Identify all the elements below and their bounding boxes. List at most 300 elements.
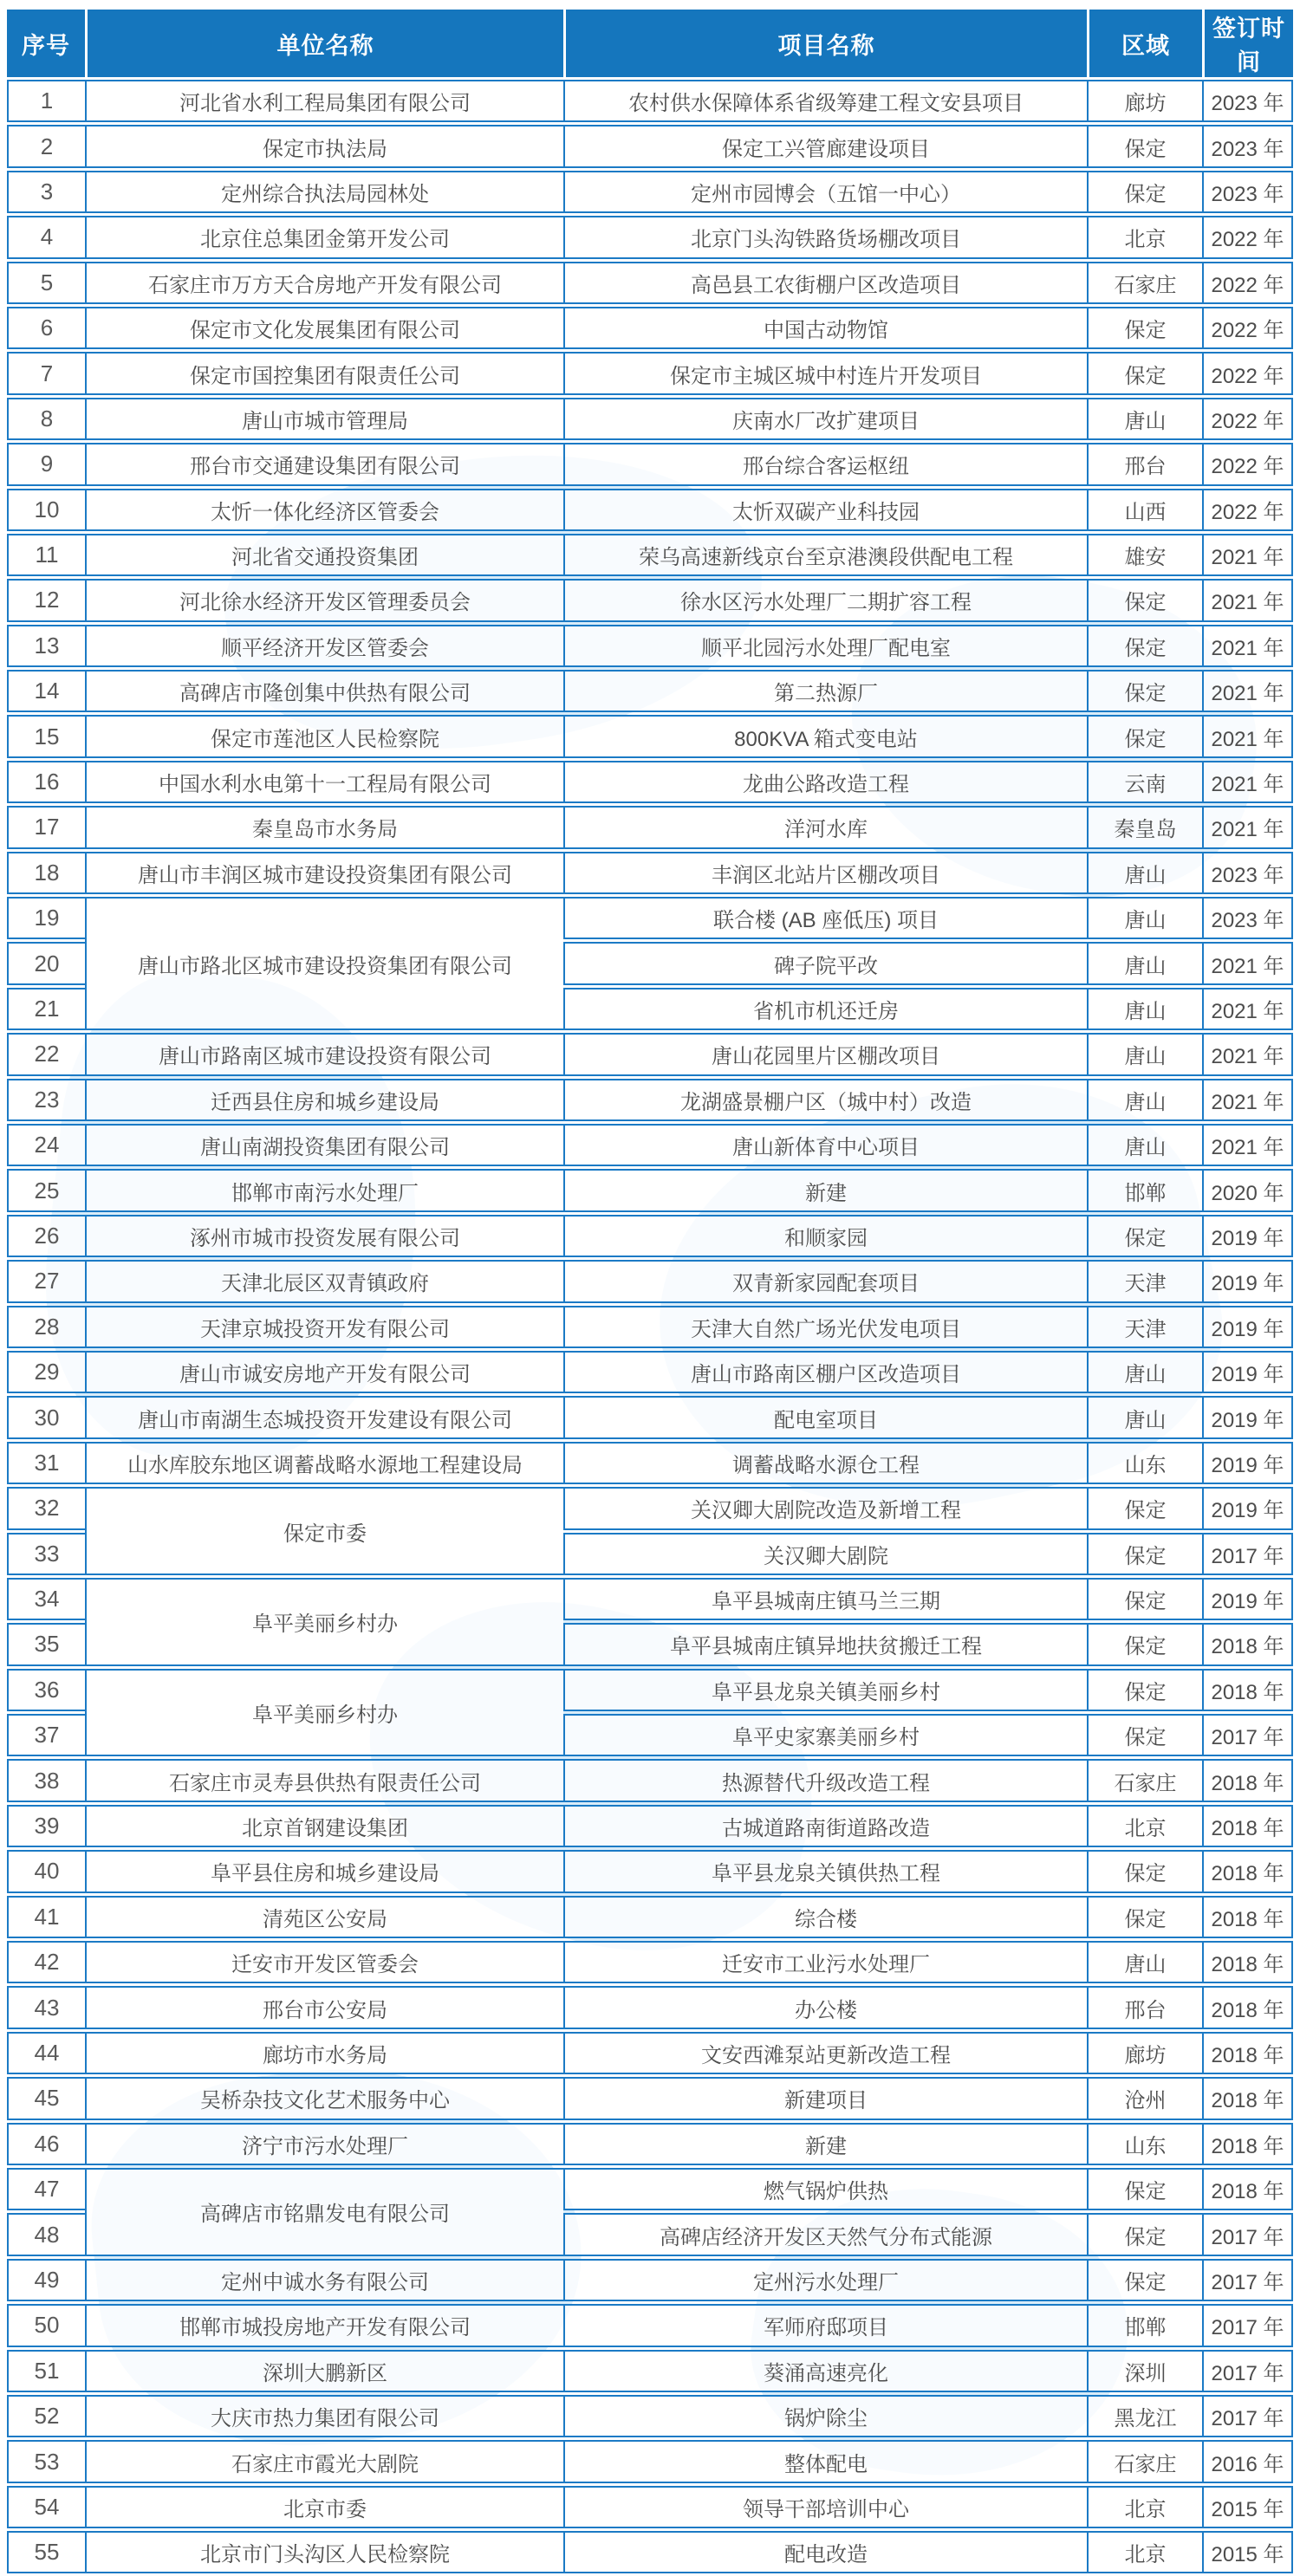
cell-year: 2023 年 bbox=[1202, 897, 1293, 939]
cell-year: 2016 年 bbox=[1202, 2440, 1293, 2482]
cell-year: 2023 年 bbox=[1202, 852, 1293, 894]
cell-unit: 邯郸市南污水处理厂 bbox=[85, 1169, 563, 1211]
cell-year: 2021 年 bbox=[1202, 761, 1293, 803]
cell-serial: 45 bbox=[7, 2077, 85, 2119]
cell-region: 天津 bbox=[1087, 1306, 1202, 1348]
cell-year: 2019 年 bbox=[1202, 1487, 1293, 1529]
cell-unit: 深圳大鹏新区 bbox=[85, 2350, 563, 2392]
cell-unit: 唐山市城市管理局 bbox=[85, 398, 563, 440]
cell-project: 定州市园博会（五馆一中心） bbox=[563, 171, 1087, 213]
cell-year: 2015 年 bbox=[1202, 2486, 1293, 2528]
cell-project: 文安西滩泵站更新改造工程 bbox=[563, 2032, 1087, 2074]
cell-project: 整体配电 bbox=[563, 2440, 1087, 2482]
table-row bbox=[7, 1669, 1293, 1711]
cell-serial: 52 bbox=[7, 2395, 85, 2437]
table-row bbox=[7, 1215, 1293, 1257]
cell-serial: 23 bbox=[7, 1079, 85, 1121]
cell-year: 2018 年 bbox=[1202, 2077, 1293, 2119]
cell-project: 碑子院平改 bbox=[563, 942, 1087, 984]
cell-project: 丰润区北站片区棚改项目 bbox=[563, 852, 1087, 894]
cell-year: 2017 年 bbox=[1202, 1533, 1293, 1575]
cell-year: 2021 年 bbox=[1202, 1079, 1293, 1121]
cell-serial: 46 bbox=[7, 2123, 85, 2165]
cell-year: 2021 年 bbox=[1202, 988, 1293, 1030]
cell-region: 保定 bbox=[1087, 352, 1202, 394]
cell-unit: 北京首钢建设集团 bbox=[85, 1805, 563, 1847]
cell-project: 配电改造 bbox=[563, 2531, 1087, 2573]
cell-project: 天津大自然广场光伏发电项目 bbox=[563, 1306, 1087, 1348]
cell-unit: 阜平美丽乡村办 bbox=[85, 1669, 563, 1757]
cell-unit: 河北省交通投资集团 bbox=[85, 534, 563, 576]
cell-unit: 山水库胶东地区调蓄战略水源地工程建设局 bbox=[85, 1442, 563, 1484]
cell-year: 2021 年 bbox=[1202, 715, 1293, 757]
cell-unit: 北京市门头沟区人民检察院 bbox=[85, 2531, 563, 2573]
cell-unit: 高碑店市隆创集中供热有限公司 bbox=[85, 670, 563, 712]
table-row bbox=[7, 534, 1293, 576]
cell-serial: 5 bbox=[7, 262, 85, 304]
cell-project: 高碑店经济开发区天然气分布式能源 bbox=[563, 2213, 1087, 2255]
cell-project: 北京门头沟铁路货场棚改项目 bbox=[563, 216, 1087, 258]
cell-serial: 12 bbox=[7, 579, 85, 621]
cell-unit: 唐山市路北区城市建设投资集团有限公司 bbox=[85, 897, 563, 1030]
cell-region: 邯郸 bbox=[1087, 2304, 1202, 2346]
cell-project: 庆南水厂改扩建项目 bbox=[563, 398, 1087, 440]
cell-serial: 22 bbox=[7, 1033, 85, 1075]
cell-project: 阜平县龙泉关镇供热工程 bbox=[563, 1850, 1087, 1892]
table-row bbox=[7, 670, 1293, 712]
cell-year: 2017 年 bbox=[1202, 2259, 1293, 2301]
cell-region: 天津 bbox=[1087, 1260, 1202, 1302]
cell-unit: 保定市委 bbox=[85, 1487, 563, 1575]
cell-serial: 15 bbox=[7, 715, 85, 757]
cell-unit: 邯郸市城投房地产开发有限公司 bbox=[85, 2304, 563, 2346]
table-row bbox=[7, 625, 1293, 667]
cell-project: 阜平县城南庄镇异地扶贫搬迁工程 bbox=[563, 1623, 1087, 1665]
cell-serial: 9 bbox=[7, 443, 85, 485]
cell-unit: 阜平县住房和城乡建设局 bbox=[85, 1850, 563, 1892]
cell-year: 2019 年 bbox=[1202, 1351, 1293, 1393]
table-row bbox=[7, 1033, 1293, 1075]
cell-project: 保定工兴管廊建设项目 bbox=[563, 125, 1087, 167]
table-row bbox=[7, 2531, 1293, 2573]
cell-project: 葵涌高速亮化 bbox=[563, 2350, 1087, 2392]
cell-project: 太忻双碳产业科技园 bbox=[563, 489, 1087, 531]
cell-unit: 邢台市公安局 bbox=[85, 1986, 563, 2028]
table-row bbox=[7, 307, 1293, 349]
cell-serial: 49 bbox=[7, 2259, 85, 2301]
table-row bbox=[7, 1487, 1293, 1529]
cell-serial: 16 bbox=[7, 761, 85, 803]
cell-project: 保定市主城区城中村连片开发项目 bbox=[563, 352, 1087, 394]
table-row bbox=[7, 1351, 1293, 1393]
cell-region: 保定 bbox=[1087, 1578, 1202, 1620]
cell-year: 2023 年 bbox=[1202, 171, 1293, 213]
cell-project: 热源替代升级改造工程 bbox=[563, 1759, 1087, 1801]
cell-project: 阜平史家寨美丽乡村 bbox=[563, 1714, 1087, 1756]
cell-project: 双青新家园配套项目 bbox=[563, 1260, 1087, 1302]
cell-year: 2022 年 bbox=[1202, 398, 1293, 440]
table-row bbox=[7, 2077, 1293, 2119]
cell-region: 邢台 bbox=[1087, 443, 1202, 485]
page bbox=[0, 7, 1300, 2569]
cell-serial: 27 bbox=[7, 1260, 85, 1302]
cell-region: 唐山 bbox=[1087, 1033, 1202, 1075]
table-header bbox=[7, 10, 1293, 77]
cell-unit: 高碑店市铭鼎发电有限公司 bbox=[85, 2168, 563, 2256]
cell-project: 关汉卿大剧院改造及新增工程 bbox=[563, 1487, 1087, 1529]
cell-project: 燃气锅炉供热 bbox=[563, 2168, 1087, 2210]
cell-serial: 41 bbox=[7, 1896, 85, 1938]
cell-unit: 北京市委 bbox=[85, 2486, 563, 2528]
table-row bbox=[7, 715, 1293, 757]
cell-serial: 36 bbox=[7, 1669, 85, 1711]
cell-unit: 邢台市交通建设集团有限公司 bbox=[85, 443, 563, 485]
table-row bbox=[7, 1578, 1293, 1620]
table-row bbox=[7, 171, 1293, 213]
cell-project: 顺平北园污水处理厂配电室 bbox=[563, 625, 1087, 667]
cell-region: 唐山 bbox=[1087, 1396, 1202, 1438]
cell-unit: 阜平美丽乡村办 bbox=[85, 1578, 563, 1666]
cell-unit: 保定市执法局 bbox=[85, 125, 563, 167]
cell-serial: 39 bbox=[7, 1805, 85, 1847]
table-row bbox=[7, 2259, 1293, 2301]
cell-year: 2022 年 bbox=[1202, 307, 1293, 349]
cell-region: 唐山 bbox=[1087, 942, 1202, 984]
table-row bbox=[7, 80, 1293, 122]
cell-region: 保定 bbox=[1087, 715, 1202, 757]
table-row bbox=[7, 1260, 1293, 1302]
cell-unit: 石家庄市灵寿县供热有限责任公司 bbox=[85, 1759, 563, 1801]
cell-serial: 48 bbox=[7, 2213, 85, 2255]
cell-year: 2019 年 bbox=[1202, 1578, 1293, 1620]
cell-serial: 1 bbox=[7, 80, 85, 122]
cell-unit: 顺平经济开发区管委会 bbox=[85, 625, 563, 667]
table-row bbox=[7, 761, 1293, 803]
cell-region: 黑龙江 bbox=[1087, 2395, 1202, 2437]
cell-serial: 35 bbox=[7, 1623, 85, 1665]
cell-serial: 55 bbox=[7, 2531, 85, 2573]
table-row bbox=[7, 897, 1293, 939]
cell-unit: 唐山市诚安房地产开发有限公司 bbox=[85, 1351, 563, 1393]
cell-serial: 38 bbox=[7, 1759, 85, 1801]
cell-region: 山东 bbox=[1087, 1442, 1202, 1484]
cell-region: 沧州 bbox=[1087, 2077, 1202, 2119]
cell-year: 2018 年 bbox=[1202, 2123, 1293, 2165]
cell-unit: 北京住总集团金第开发公司 bbox=[85, 216, 563, 258]
cell-region: 保定 bbox=[1087, 670, 1202, 712]
cell-region: 保定 bbox=[1087, 1850, 1202, 1892]
table-row bbox=[7, 262, 1293, 304]
cell-serial: 26 bbox=[7, 1215, 85, 1257]
cell-year: 2021 年 bbox=[1202, 1124, 1293, 1166]
cell-project: 高邑县工农街棚户区改造项目 bbox=[563, 262, 1087, 304]
cell-region: 唐山 bbox=[1087, 1124, 1202, 1166]
col-header-serial: 序号 bbox=[7, 10, 85, 77]
cell-year: 2017 年 bbox=[1202, 2213, 1293, 2255]
header-row bbox=[7, 10, 1293, 77]
cell-serial: 21 bbox=[7, 988, 85, 1030]
cell-serial: 17 bbox=[7, 806, 85, 848]
cell-project: 军师府邸项目 bbox=[563, 2304, 1087, 2346]
cell-region: 石家庄 bbox=[1087, 2440, 1202, 2482]
cell-serial: 30 bbox=[7, 1396, 85, 1438]
cell-year: 2020 年 bbox=[1202, 1169, 1293, 1211]
cell-project: 800KVA 箱式变电站 bbox=[563, 715, 1087, 757]
table-row bbox=[7, 489, 1293, 531]
cell-serial: 47 bbox=[7, 2168, 85, 2210]
cell-project: 省机市机还迁房 bbox=[563, 988, 1087, 1030]
cell-project: 综合楼 bbox=[563, 1896, 1087, 1938]
cell-serial: 24 bbox=[7, 1124, 85, 1166]
cell-project: 领导干部培训中心 bbox=[563, 2486, 1087, 2528]
cell-region: 保定 bbox=[1087, 579, 1202, 621]
cell-unit: 吴桥杂技文化艺术服务中心 bbox=[85, 2077, 563, 2119]
cell-region: 石家庄 bbox=[1087, 1759, 1202, 1801]
cell-region: 唐山 bbox=[1087, 897, 1202, 939]
table-row bbox=[7, 1986, 1293, 2028]
cell-project: 定州污水处理厂 bbox=[563, 2259, 1087, 2301]
cell-serial: 50 bbox=[7, 2304, 85, 2346]
cell-unit: 廊坊市水务局 bbox=[85, 2032, 563, 2074]
cell-project: 龙曲公路改造工程 bbox=[563, 761, 1087, 803]
cell-serial: 29 bbox=[7, 1351, 85, 1393]
cell-serial: 4 bbox=[7, 216, 85, 258]
cell-year: 2018 年 bbox=[1202, 1623, 1293, 1665]
cell-unit: 河北省水利工程局集团有限公司 bbox=[85, 80, 563, 122]
cell-unit: 秦皇岛市水务局 bbox=[85, 806, 563, 848]
cell-serial: 13 bbox=[7, 625, 85, 667]
cell-region: 山东 bbox=[1087, 2123, 1202, 2165]
table-row bbox=[7, 2486, 1293, 2528]
col-header-region: 区域 bbox=[1087, 10, 1202, 77]
cell-serial: 6 bbox=[7, 307, 85, 349]
cell-region: 北京 bbox=[1087, 2531, 1202, 2573]
cell-region: 保定 bbox=[1087, 1533, 1202, 1575]
cell-year: 2022 年 bbox=[1202, 352, 1293, 394]
cell-serial: 44 bbox=[7, 2032, 85, 2074]
cell-year: 2023 年 bbox=[1202, 125, 1293, 167]
table-row bbox=[7, 2168, 1293, 2210]
table-body bbox=[7, 80, 1293, 2573]
cell-year: 2021 年 bbox=[1202, 534, 1293, 576]
cell-year: 2017 年 bbox=[1202, 2304, 1293, 2346]
cell-project: 唐山新体育中心项目 bbox=[563, 1124, 1087, 1166]
cell-year: 2021 年 bbox=[1202, 942, 1293, 984]
cell-year: 2021 年 bbox=[1202, 579, 1293, 621]
cell-year: 2022 年 bbox=[1202, 262, 1293, 304]
cell-year: 2019 年 bbox=[1202, 1396, 1293, 1438]
cell-project: 邢台综合客运枢纽 bbox=[563, 443, 1087, 485]
cell-unit: 济宁市污水处理厂 bbox=[85, 2123, 563, 2165]
cell-unit: 石家庄市万方天合房地产开发有限公司 bbox=[85, 262, 563, 304]
cell-serial: 31 bbox=[7, 1442, 85, 1484]
cell-project: 新建项目 bbox=[563, 2077, 1087, 2119]
table-row bbox=[7, 443, 1293, 485]
cell-region: 保定 bbox=[1087, 1714, 1202, 1756]
cell-year: 2018 年 bbox=[1202, 2032, 1293, 2074]
cell-serial: 8 bbox=[7, 398, 85, 440]
cell-region: 保定 bbox=[1087, 125, 1202, 167]
table-row bbox=[7, 2395, 1293, 2437]
cell-project: 唐山市路南区棚户区改造项目 bbox=[563, 1351, 1087, 1393]
table-row bbox=[7, 125, 1293, 167]
cell-unit: 石家庄市霞光大剧院 bbox=[85, 2440, 563, 2482]
table-row bbox=[7, 1124, 1293, 1166]
cell-region: 廊坊 bbox=[1087, 80, 1202, 122]
table-row bbox=[7, 579, 1293, 621]
cell-project: 迁安市工业污水处理厂 bbox=[563, 1941, 1087, 1983]
cell-region: 保定 bbox=[1087, 1215, 1202, 1257]
cell-year: 2017 年 bbox=[1202, 2395, 1293, 2437]
cell-serial: 33 bbox=[7, 1533, 85, 1575]
cell-serial: 28 bbox=[7, 1306, 85, 1348]
cell-serial: 54 bbox=[7, 2486, 85, 2528]
cell-year: 2018 年 bbox=[1202, 1805, 1293, 1847]
cell-year: 2017 年 bbox=[1202, 2350, 1293, 2392]
cell-unit: 河北徐水经济开发区管理委员会 bbox=[85, 579, 563, 621]
cell-project: 第二热源厂 bbox=[563, 670, 1087, 712]
cell-serial: 7 bbox=[7, 352, 85, 394]
table-row bbox=[7, 1306, 1293, 1348]
table-row bbox=[7, 2440, 1293, 2482]
cell-year: 2018 年 bbox=[1202, 1759, 1293, 1801]
cell-year: 2018 年 bbox=[1202, 1986, 1293, 2028]
cell-year: 2018 年 bbox=[1202, 1941, 1293, 1983]
table-row bbox=[7, 398, 1293, 440]
cell-region: 保定 bbox=[1087, 2213, 1202, 2255]
cell-unit: 保定市国控集团有限责任公司 bbox=[85, 352, 563, 394]
cell-year: 2019 年 bbox=[1202, 1260, 1293, 1302]
cell-region: 邢台 bbox=[1087, 1986, 1202, 2028]
cell-serial: 25 bbox=[7, 1169, 85, 1211]
cell-unit: 保定市文化发展集团有限公司 bbox=[85, 307, 563, 349]
cell-unit: 唐山市路南区城市建设投资有限公司 bbox=[85, 1033, 563, 1075]
cell-region: 唐山 bbox=[1087, 852, 1202, 894]
cell-project: 联合楼 (AB 座低压) 项目 bbox=[563, 897, 1087, 939]
cell-unit: 清苑区公安局 bbox=[85, 1896, 563, 1938]
cell-serial: 40 bbox=[7, 1850, 85, 1892]
cell-unit: 定州中诚水务有限公司 bbox=[85, 2259, 563, 2301]
cell-project: 办公楼 bbox=[563, 1986, 1087, 2028]
cell-serial: 20 bbox=[7, 942, 85, 984]
cell-region: 保定 bbox=[1087, 1623, 1202, 1665]
cell-unit: 天津北辰区双青镇政府 bbox=[85, 1260, 563, 1302]
cell-region: 山西 bbox=[1087, 489, 1202, 531]
cell-region: 保定 bbox=[1087, 307, 1202, 349]
cell-region: 邯郸 bbox=[1087, 1169, 1202, 1211]
cell-serial: 53 bbox=[7, 2440, 85, 2482]
table-row bbox=[7, 2032, 1293, 2074]
cell-year: 2018 年 bbox=[1202, 1850, 1293, 1892]
cell-unit: 唐山南湖投资集团有限公司 bbox=[85, 1124, 563, 1166]
cell-year: 2021 年 bbox=[1202, 1033, 1293, 1075]
cell-serial: 19 bbox=[7, 897, 85, 939]
table-row bbox=[7, 2304, 1293, 2346]
cell-unit: 定州综合执法局园林处 bbox=[85, 171, 563, 213]
table-row bbox=[7, 1759, 1293, 1801]
cell-year: 2018 年 bbox=[1202, 1896, 1293, 1938]
cell-project: 新建 bbox=[563, 1169, 1087, 1211]
cell-region: 唐山 bbox=[1087, 1941, 1202, 1983]
cell-region: 保定 bbox=[1087, 1896, 1202, 1938]
cell-year: 2018 年 bbox=[1202, 1669, 1293, 1711]
cell-project: 古城道路南街道路改造 bbox=[563, 1805, 1087, 1847]
table-row bbox=[7, 1896, 1293, 1938]
cell-region: 北京 bbox=[1087, 1805, 1202, 1847]
cell-serial: 42 bbox=[7, 1941, 85, 1983]
cell-project: 唐山花园里片区棚改项目 bbox=[563, 1033, 1087, 1075]
table-row bbox=[7, 1396, 1293, 1438]
col-header-unit: 单位名称 bbox=[85, 10, 563, 77]
cell-serial: 3 bbox=[7, 171, 85, 213]
cell-year: 2018 年 bbox=[1202, 2168, 1293, 2210]
cell-year: 2022 年 bbox=[1202, 216, 1293, 258]
cell-year: 2022 年 bbox=[1202, 443, 1293, 485]
cell-region: 深圳 bbox=[1087, 2350, 1202, 2392]
table-row bbox=[7, 1805, 1293, 1847]
col-header-project: 项目名称 bbox=[563, 10, 1087, 77]
cell-serial: 11 bbox=[7, 534, 85, 576]
cell-year: 2019 年 bbox=[1202, 1215, 1293, 1257]
table-row bbox=[7, 216, 1293, 258]
cell-region: 北京 bbox=[1087, 2486, 1202, 2528]
table-row bbox=[7, 1169, 1293, 1211]
cell-project: 调蓄战略水源仓工程 bbox=[563, 1442, 1087, 1484]
cell-project: 关汉卿大剧院 bbox=[563, 1533, 1087, 1575]
cell-serial: 18 bbox=[7, 852, 85, 894]
cell-unit: 大庆市热力集团有限公司 bbox=[85, 2395, 563, 2437]
cell-region: 唐山 bbox=[1087, 398, 1202, 440]
cell-region: 保定 bbox=[1087, 1669, 1202, 1711]
cell-region: 北京 bbox=[1087, 216, 1202, 258]
table-row bbox=[7, 2123, 1293, 2165]
cell-unit: 太忻一体化经济区管委会 bbox=[85, 489, 563, 531]
cell-project: 徐水区污水处理厂二期扩容工程 bbox=[563, 579, 1087, 621]
cell-unit: 涿州市城市投资发展有限公司 bbox=[85, 1215, 563, 1257]
cell-unit: 唐山市丰润区城市建设投资集团有限公司 bbox=[85, 852, 563, 894]
cell-serial: 32 bbox=[7, 1487, 85, 1529]
cell-year: 2019 年 bbox=[1202, 1442, 1293, 1484]
cell-region: 唐山 bbox=[1087, 1079, 1202, 1121]
cell-region: 秦皇岛 bbox=[1087, 806, 1202, 848]
cell-year: 2021 年 bbox=[1202, 625, 1293, 667]
cell-year: 2022 年 bbox=[1202, 489, 1293, 531]
cell-year: 2021 年 bbox=[1202, 806, 1293, 848]
cell-region: 保定 bbox=[1087, 625, 1202, 667]
cell-project: 阜平县城南庄镇马兰三期 bbox=[563, 1578, 1087, 1620]
cell-unit: 中国水利水电第十一工程局有限公司 bbox=[85, 761, 563, 803]
cell-unit: 迁西县住房和城乡建设局 bbox=[85, 1079, 563, 1121]
table-row bbox=[7, 1079, 1293, 1121]
cell-region: 廊坊 bbox=[1087, 2032, 1202, 2074]
cell-region: 保定 bbox=[1087, 171, 1202, 213]
table-row bbox=[7, 2350, 1293, 2392]
table-row bbox=[7, 852, 1293, 894]
cell-region: 云南 bbox=[1087, 761, 1202, 803]
cell-project: 荣乌高速新线京台至京港澳段供配电工程 bbox=[563, 534, 1087, 576]
cell-region: 石家庄 bbox=[1087, 262, 1202, 304]
cell-year: 2017 年 bbox=[1202, 1714, 1293, 1756]
cell-year: 2019 年 bbox=[1202, 1306, 1293, 1348]
table-row bbox=[7, 1442, 1293, 1484]
cell-region: 唐山 bbox=[1087, 1351, 1202, 1393]
cell-project: 龙湖盛景棚户区（城中村）改造 bbox=[563, 1079, 1087, 1121]
cell-serial: 34 bbox=[7, 1578, 85, 1620]
cell-unit: 天津京城投资开发有限公司 bbox=[85, 1306, 563, 1348]
cell-region: 保定 bbox=[1087, 1487, 1202, 1529]
cell-region: 保定 bbox=[1087, 2168, 1202, 2210]
cell-project: 中国古动物馆 bbox=[563, 307, 1087, 349]
